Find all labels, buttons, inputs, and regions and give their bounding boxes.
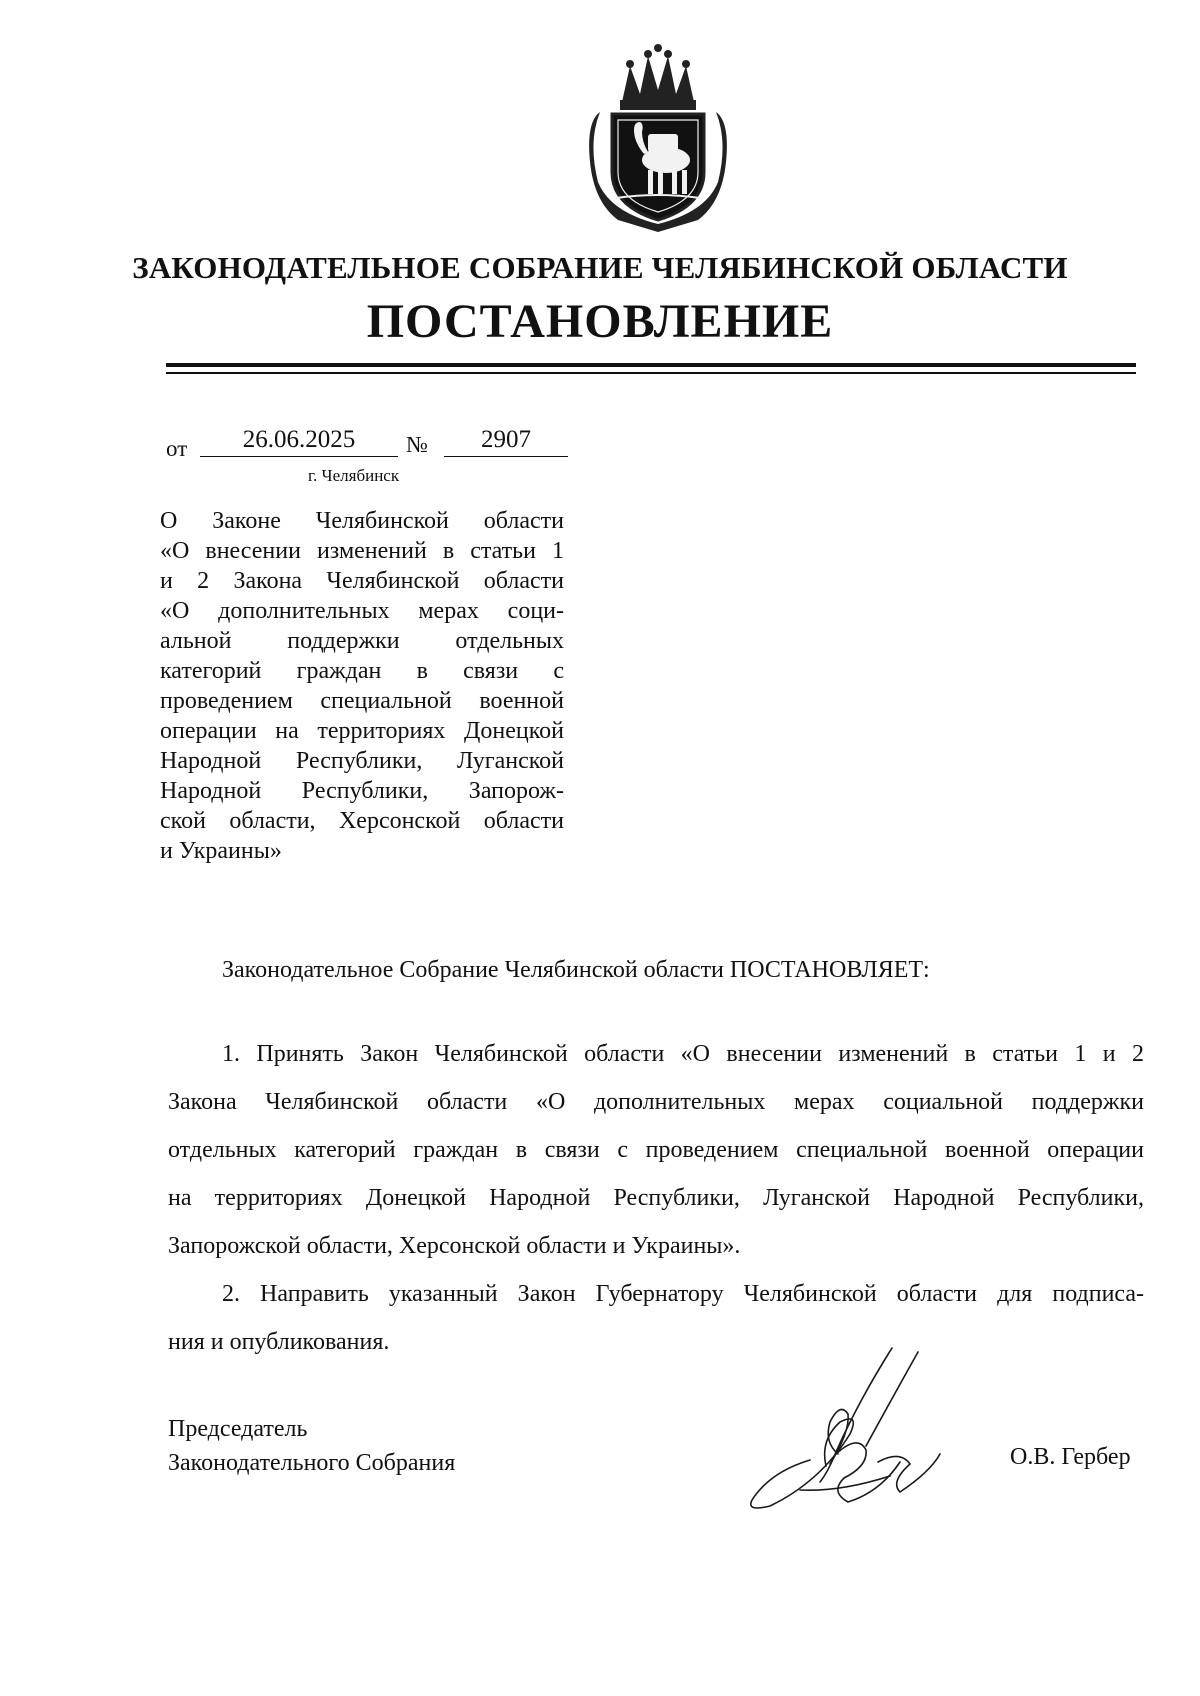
subject-line: «О дополнительных мерах соци- <box>160 598 564 624</box>
handwritten-signature <box>740 1342 990 1512</box>
item-line: 2. Направить указанный Закон Губернатору Челябинской области для подписа- <box>222 1281 1144 1307</box>
subject-line: О Законе Челябинской области <box>160 508 564 534</box>
decree-preamble: Законодательное Собрание Челябинской области ПОСТАНОВЛЯЕТ: <box>222 957 930 983</box>
decree-item-2 <box>168 1270 1144 1366</box>
item-line: Закона Челябинской области «О дополнительных мерах социальной поддержки <box>168 1089 1144 1115</box>
item-line: на территориях Донецкой Народной Республики, Луганской Народной Республики, <box>168 1185 1144 1211</box>
subject-line: и Украины» <box>160 838 282 864</box>
document-subject <box>160 506 564 866</box>
subject-line: ской области, Херсонской области <box>160 808 564 834</box>
document-date: 26.06.2025 <box>200 426 398 457</box>
subject-line: категорий граждан в связи с <box>160 658 564 684</box>
subject-line: операции на территориях Донецкой <box>160 718 564 744</box>
item-line: ния и опубликования. <box>168 1329 390 1355</box>
header-rule-thick <box>166 363 1136 367</box>
item-line: отдельных категорий граждан в связи с проведением специальной военной операции <box>168 1137 1144 1163</box>
document-city: г. Челябинск <box>308 466 400 485</box>
subject-line: и 2 Закона Челябинской области <box>160 568 564 594</box>
subject-line: альной поддержки отдельных <box>160 628 564 654</box>
organization-name: ЗАКОНОДАТЕЛЬНОЕ СОБРАНИЕ ЧЕЛЯБИНСКОЙ ОБЛАСТИ <box>132 250 1068 285</box>
subject-line: Народной Республики, Луганской <box>160 748 564 774</box>
subject-line: Народной Республики, Запорож- <box>160 778 564 804</box>
decree-item-1 <box>168 1030 1144 1270</box>
subject-line: проведением специальной военной <box>160 688 564 714</box>
number-label: № <box>406 432 428 457</box>
header-rule-thin <box>166 372 1136 374</box>
signatory-name: О.В. Гербер <box>1010 1444 1131 1470</box>
date-label: от <box>166 436 188 461</box>
item-line: Запорожской области, Херсонской области и Украины». <box>168 1233 741 1259</box>
document-number: 2907 <box>444 426 568 457</box>
signatory-title-line: Законодательного Собрания <box>168 1450 456 1476</box>
document-type-title: ПОСТАНОВЛЕНИЕ <box>366 295 834 348</box>
signatory-title <box>168 1412 455 1480</box>
item-line: 1. Принять Закон Челябинской области «О внесении изменений в статьи 1 и 2 <box>222 1041 1144 1067</box>
signatory-title-line: Председатель <box>168 1416 308 1442</box>
subject-line: «О внесении изменений в статьи 1 <box>160 538 564 564</box>
coat-of-arms-emblem <box>578 42 738 234</box>
